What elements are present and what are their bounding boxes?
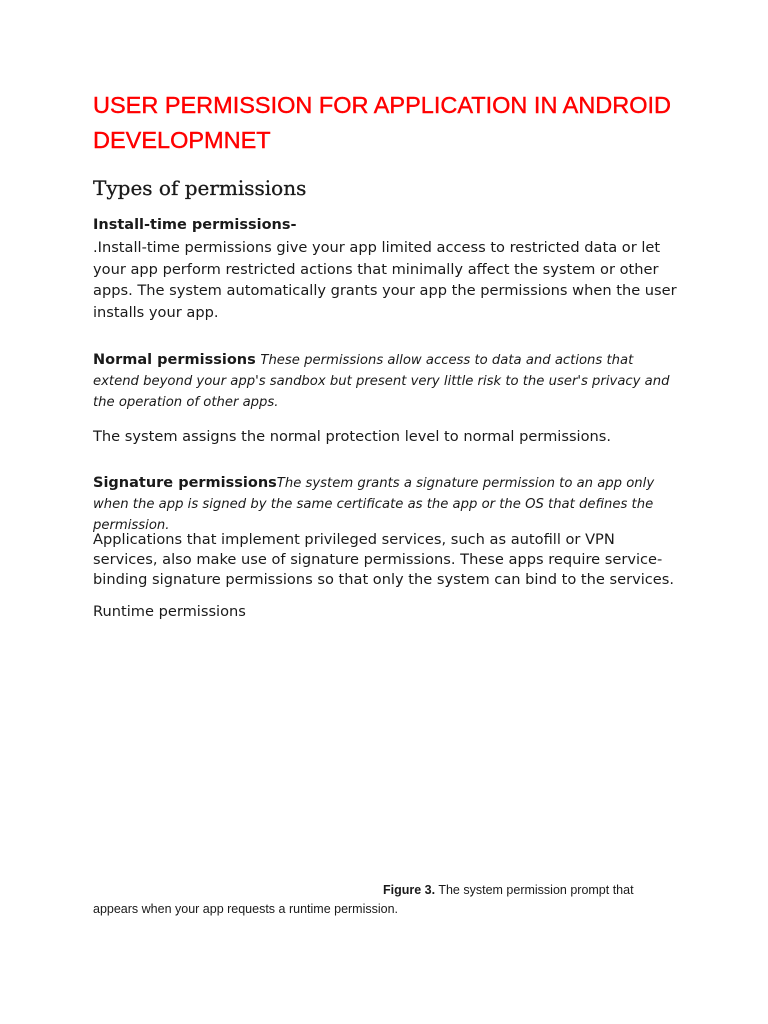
document-title: USER PERMISSION FOR APPLICATION IN ANDROID DEVELOPMNET xyxy=(93,92,672,153)
italic-normal-description: These permissions allow access to data and actions that extend beyond your app's sandbox but present very little risk to the user's privacy and the operation of other apps. xyxy=(93,353,670,410)
lead-normal-permissions: Normal permissions xyxy=(93,352,256,368)
figure-caption-text-2: appears when your app requests a runtime permission. xyxy=(93,901,399,916)
figure-caption-text-1: The system permission prompt that xyxy=(438,883,634,897)
figure-placeholder xyxy=(93,630,683,870)
heading-install-time-permissions: Install-time permissions- xyxy=(93,217,297,233)
figure-label: Figure 3. xyxy=(383,883,436,897)
paragraph-signature-permissions xyxy=(93,473,683,536)
document-page xyxy=(93,0,683,1024)
heading-runtime-permissions: Runtime permissions xyxy=(93,603,246,620)
lead-signature-permissions: Signature permissions xyxy=(93,475,277,491)
figure-caption xyxy=(93,881,653,918)
paragraph-normal-protection-level: The system assigns the normal protection level to normal permissions. xyxy=(93,428,612,445)
italic-signature-description: The system grants a signature permission to an app only when the app is signed by the same certificate as the app or the OS that defines the permission. xyxy=(93,476,655,533)
paragraph-privileged-services: Applications that implement privileged services, such as autofill or VPN services, also make use of signature permissions. These apps require service-binding signature permissions so that only the system can bind to the services. xyxy=(93,531,675,588)
paragraph-install-time: .Install-time permissions give your app limited access to restricted data or let your app perform restricted actions that minimally affect the system or other apps. The system automatically grants your app the permissions when the user installs your app. xyxy=(93,239,677,321)
paragraph-normal-permissions xyxy=(93,350,683,413)
figure-caption-line-1 xyxy=(93,881,653,900)
section-heading-types-of-permissions: Types of permissions xyxy=(93,176,307,200)
